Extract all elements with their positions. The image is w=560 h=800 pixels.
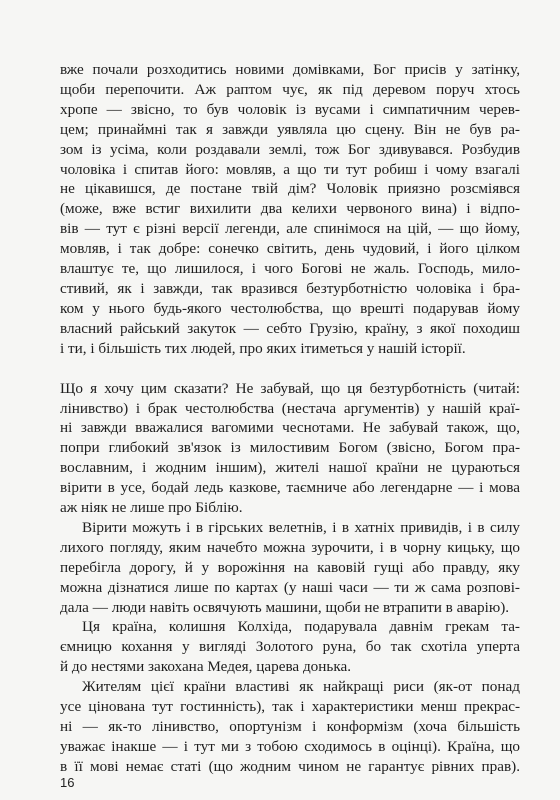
- paragraph-3: [60, 518, 520, 618]
- text-line: Що я хочу цим сказати? Не забувай, що ця безтурботність (читай:: [60, 379, 520, 397]
- text-line: дала — люди навіть освячують машини, щоби не втрапити в аварію).: [60, 598, 510, 616]
- text-line: і ти, і більшість тих людей, про яких ітиметься у нашій історії.: [60, 339, 466, 357]
- page-number: 16: [60, 775, 75, 790]
- text-line: перебігла дорогу, й у ворожіння на кавовій гущі або правду, яку: [60, 558, 520, 576]
- text-line: лінивство) і брак честолюбства (нестача аргументів) у нашій краї-: [60, 399, 520, 417]
- text-line: не цікавишся, де постане твій дім? Чоловік приязно розсміявся: [60, 180, 520, 198]
- paragraph-1: [60, 60, 520, 359]
- text-line: чоловіка і спитав його: мовляв, а що ти тут робиш і чому взагалі: [60, 160, 520, 178]
- text-line: лихого погляду, яким начебто можна зурочити, і в чорну кицьку, що: [60, 538, 520, 556]
- text-line: вославним, і жодним іншим), жителі нашої країни не цураються: [60, 459, 520, 477]
- text-line: Ця країна, колишня Колхіда, подарувала давнім грекам та-: [82, 618, 520, 636]
- text-line: попри глибокий зв'язок із милостивим Богом (звісно, Богом пра-: [60, 439, 520, 457]
- text-line: вірити в усе, бодай ледь казкове, таємниче або легендарне — і мова: [60, 479, 520, 497]
- text-line: й до нестями закохана Медея, царева донька.: [60, 658, 352, 676]
- text-line: влаштує те, що лишилося, і чого Богові не жаль. Господь, мило-: [60, 260, 520, 278]
- text-line: хропе — звісно, то був чоловік із вусами і симпатичним черев-: [60, 100, 520, 118]
- text-line: власний райський закуток — себто Грузію, країну, з якої походиш: [60, 319, 520, 337]
- text-line: (може, вже встиг вихилити два келихи червоного вина) і відпо-: [60, 200, 520, 218]
- text-line: ні — як-то лінивство, опортунізм і конформізм (хоча більшість: [60, 718, 520, 735]
- text-line: усе цінована тут гостинність), так і характеристики менш прекрас-: [60, 698, 520, 716]
- paragraph-2: [60, 379, 520, 518]
- text-line: аж ніяк не лише про Біблію.: [60, 499, 243, 517]
- text-line: вів — тут є різні версії легенди, але спинімося на цій, — що йому,: [60, 220, 520, 238]
- paragraph-4: [60, 617, 520, 677]
- text-line: Вірити можуть і в гірських велетнів, і в хатніх привидів, і в силу: [82, 518, 520, 536]
- section-break: [60, 359, 520, 379]
- text-line: щоби перепочити. Аж раптом чує, як під деревом поруч хтось: [60, 80, 520, 98]
- text-line: ні завжди вважалися вагомими чеснотами. Не забувай також, що,: [60, 419, 520, 437]
- text-line: можна дізнатися лише по картах (у наші часи — ти ж сама розпові-: [60, 578, 520, 596]
- text-line: цем; принаймні так я завжди уявляла цю сцену. Він не був ра-: [60, 120, 520, 138]
- paragraph-5: [60, 677, 520, 777]
- text-line: Жителям цієї країни властиві як найкращі риси (як-от понад: [82, 678, 520, 696]
- text-line: вже почали розходитись новими домівками, Бог присів у затінку,: [60, 61, 520, 78]
- text-line: мовляв, і так добре: сонечко світить, день чудовий, і його цілком: [60, 240, 520, 258]
- text-line: стивий, як і завжди, так вразився безтурботністю чоловіка і бра-: [60, 279, 520, 297]
- text-line: ком у нього будь-якого честолюбства, що врешті подарував йому: [60, 299, 520, 317]
- text-line: ємницю кохання у вигляді Золотого руна, бо так схотіла уперта: [60, 638, 520, 656]
- page-body: [60, 60, 520, 777]
- text-line: зом із усіма, коли роздавали землі, тож Бог здивувався. Розбудив: [60, 140, 520, 158]
- text-line: уважає інакше — і тут ми з тобою сходимось в оцінці). Країна, що: [60, 737, 520, 755]
- text-line: в її мові немає статі (що жодним чином не гарантує рівних прав).: [60, 757, 520, 775]
